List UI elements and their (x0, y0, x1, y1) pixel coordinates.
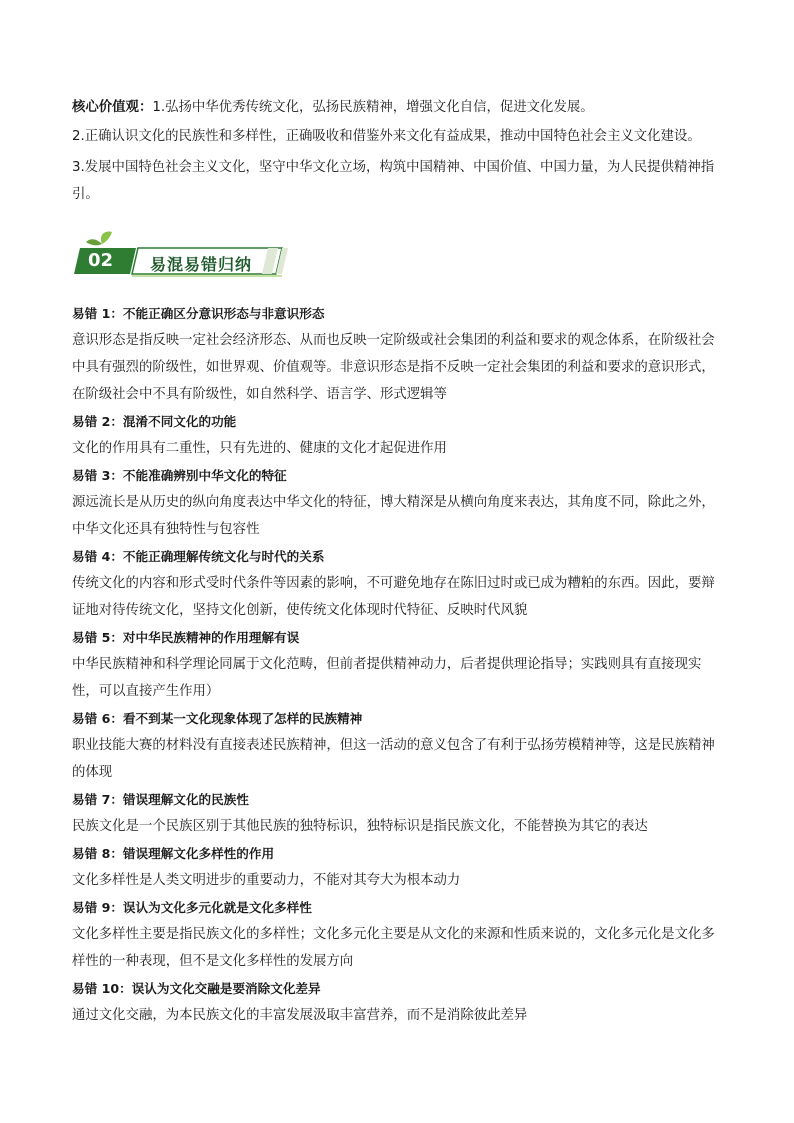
error-body: 通过文化交融，为本民族文化的丰富发展汲取丰富营养，而不是消除彼此差异 (72, 1008, 528, 1023)
error-list (72, 300, 722, 1029)
error-title: 易错 9：误认为文化多元化就是文化多样性 (72, 900, 312, 915)
error-title: 易错 1：不能正确区分意识形态与非意识形态 (72, 306, 325, 321)
error-title: 易错 3：不能准确辨别中华文化的特征 (72, 468, 287, 483)
error-body: 文化多样性是人类文明进步的重要动力，不能对其夸大为根本动力 (72, 873, 461, 888)
section-banner (72, 230, 292, 278)
error-title: 易错 10：误认为文化交融是要消除文化差异 (72, 981, 321, 996)
core-values-line1: 核心价值观：1.弘扬中华优秀传统文化，弘扬民族精神，增强文化自信，促进文化发展。 (72, 100, 594, 115)
error-title: 易错 7：错误理解文化的民族性 (72, 792, 249, 807)
error-title: 易错 6：看不到某一文化现象体现了怎样的民族精神 (72, 711, 363, 726)
error-title: 易错 5：对中华民族精神的作用理解有误 (72, 630, 300, 645)
error-title: 易错 8：错误理解文化多样性的作用 (72, 846, 275, 861)
error-body: 中华民族精神和科学理论同属于文化范畴，但前者提供精神动力，后者提供理论指导；实践则具有直接现实性，可以直接产生作用） (72, 657, 702, 699)
error-body: 源远流长是从历史的纵向角度表达中华文化的特征，博大精深是从横向角度来表达，其角度不同，除此之外，中华文化还具有独特性与包容性 (72, 495, 715, 537)
document-page (72, 94, 722, 1029)
error-body: 职业技能大赛的材料没有直接表述民族精神，但这一活动的意义包含了有利于弘扬劳模精神等，这是民族精神的体现 (72, 738, 715, 780)
core-values-label: 核心价值观： (72, 100, 153, 115)
core-values-line3: 3.发展中国特色社会主义文化，坚守中华文化立场，构筑中国精神、中国价值、中国力量，为人民提供精神指引。 (72, 160, 715, 202)
error-body: 意识形态是指反映一定社会经济形态、从而也反映一定阶级或社会集团的利益和要求的观念体系，在阶级社会中具有强烈的阶级性，如世界观、价值观等。非意识形态是指不反映一定社会集团的利益和要求的意识形式，在阶级社会中不具有阶级性，如自然科学、语言学、形式逻辑等 (72, 333, 715, 402)
error-body: 民族文化是一个民族区别于其他民族的独特标识，独特标识是指民族文化，不能替换为其它的表达 (72, 819, 648, 834)
error-title: 易错 2：混淆不同文化的功能 (72, 414, 237, 429)
section-number: 02 (88, 250, 114, 271)
error-body: 文化的作用具有二重性，只有先进的、健康的文化才起促进作用 (72, 441, 447, 456)
error-body: 文化多样性主要是指民族文化的多样性；文化多元化主要是从文化的来源和性质来说的，文化多元化是文化多样性的一种表现，但不是文化多样性的发展方向 (72, 927, 715, 969)
error-title: 易错 4：不能正确理解传统文化与时代的关系 (72, 549, 325, 564)
core-values-line2: 2.正确认识文化的民族性和多样性，正确吸收和借鉴外来文化有益成果，推动中国特色社会主义文化建设。 (72, 129, 701, 144)
error-body: 传统文化的内容和形式受时代条件等因素的影响，不可避免地存在陈旧过时或已成为糟粕的东西。因此，要辩证地对待传统文化，坚持文化创新，使传统文化体现时代特征、反映时代风貌 (72, 576, 715, 618)
section-title: 易混易错归纳 (150, 255, 253, 274)
